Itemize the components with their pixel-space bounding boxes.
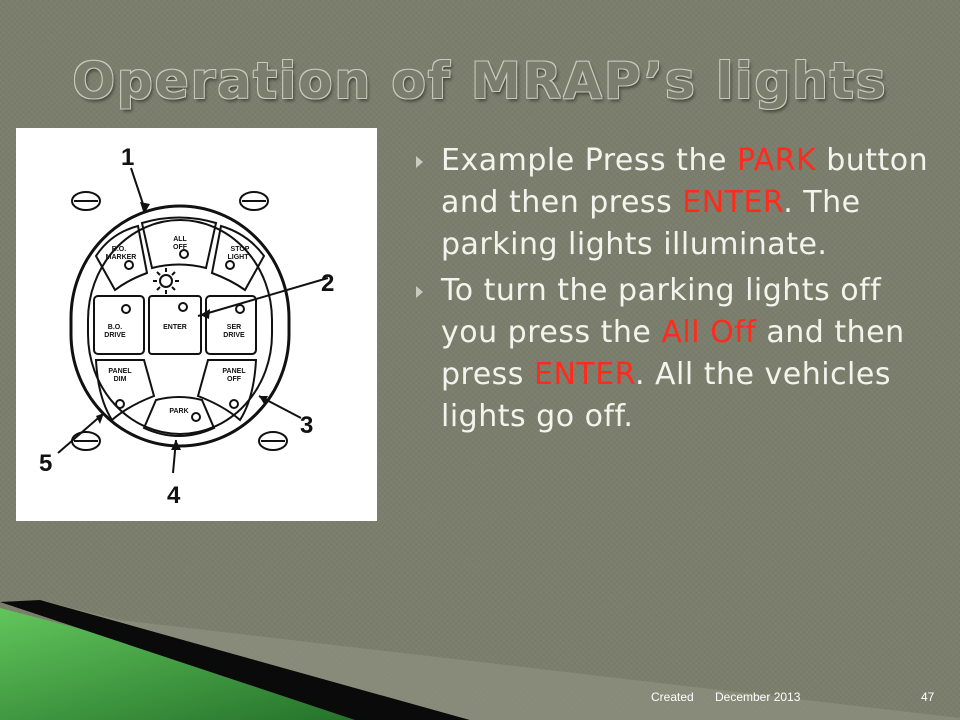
callout-2: 2: [321, 270, 335, 297]
mount-screw-bottom-right: [259, 432, 287, 450]
brightness-icon: [153, 268, 179, 294]
bullet-text: Example Press the: [441, 143, 737, 178]
label-panel-dim-2: DIM: [113, 376, 127, 383]
bullet-text: and then press: [441, 315, 905, 392]
label-panel-off-1: PANEL: [222, 368, 246, 375]
label-all-off-2: OFF: [173, 244, 187, 251]
label-park: PARK: [169, 408, 189, 415]
slide-title: Operation of MRAP’s lights: [72, 52, 888, 110]
callout-5: 5: [39, 450, 53, 477]
light-switch-panel-diagram: [16, 128, 377, 521]
footer-date: December 2013: [715, 690, 801, 704]
bullet-text: . The parking lights illuminate.: [441, 185, 861, 262]
bullet-text: To turn the parking lights off you press the: [441, 273, 882, 350]
bullet-item: [410, 140, 930, 266]
label-panel-off-2: OFF: [227, 376, 241, 383]
highlight-park: PARK: [736, 143, 817, 178]
highlight-enter: ENTER: [682, 185, 784, 220]
label-ser-drive-1: SER: [226, 324, 242, 331]
callout-4: 4: [167, 482, 181, 509]
footer-created: Created: [651, 690, 694, 704]
label-ser-drive-2: DRIVE: [223, 332, 245, 339]
bullet-text: button and then press: [441, 143, 929, 220]
label-bo-drive-1: B.O.: [107, 324, 123, 331]
label-all-off-1: ALL: [173, 236, 187, 243]
panel-drawing: [16, 128, 377, 521]
label-bo-marker-2: MARKER: [105, 254, 137, 261]
highlight-all-off: All Off: [661, 315, 757, 350]
footer-page-number: 47: [921, 690, 935, 704]
mount-screw-top-right: [240, 192, 268, 210]
label-bo-drive-2: DRIVE: [104, 332, 126, 339]
callout-3: 3: [300, 412, 314, 439]
highlight-enter: ENTER: [533, 357, 635, 392]
label-stop-light-2: LIGHT: [227, 254, 249, 261]
mount-screw-top-left: [72, 192, 100, 210]
corner-swoosh-decoration: [0, 590, 960, 720]
label-panel-dim-1: PANEL: [108, 368, 132, 375]
bullet-text: . All the vehicles lights go off.: [441, 357, 891, 434]
label-bo-marker-1: B.O.: [111, 246, 127, 253]
label-stop-light-1: STOP: [230, 246, 250, 253]
label-enter: ENTER: [163, 324, 187, 331]
bullet-list: [410, 140, 930, 442]
mount-screw-bottom-left: [72, 432, 100, 450]
bullet-item: [410, 270, 930, 438]
callout-1: 1: [121, 144, 135, 171]
